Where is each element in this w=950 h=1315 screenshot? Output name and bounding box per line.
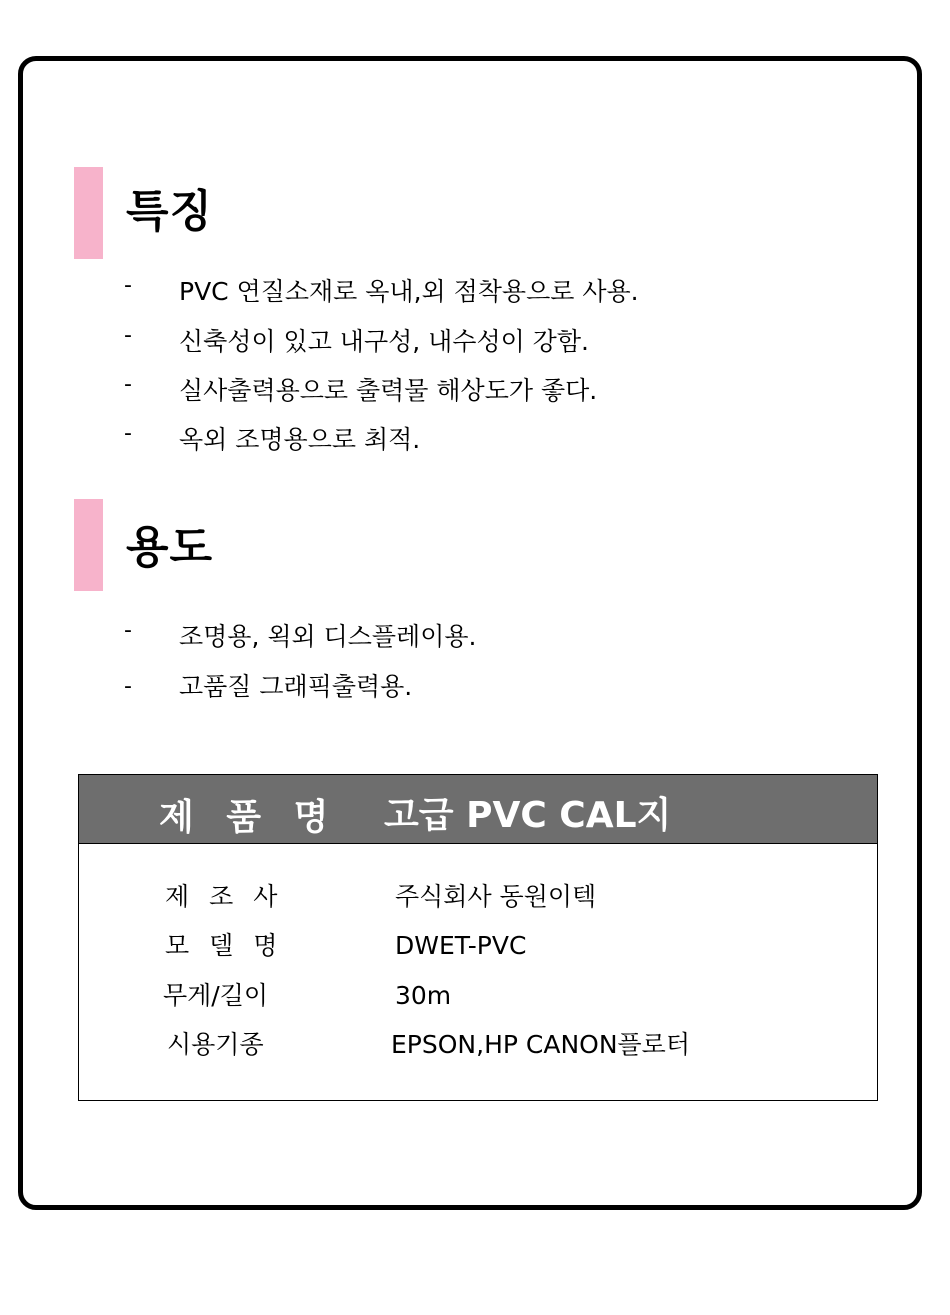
usage-title: 용도 [126, 522, 214, 573]
features-item-text: 신축성이 있고 내구성, 내수성이 강함. [179, 327, 589, 356]
spec-value: 주식회사 동원이텍 [395, 882, 597, 911]
spec-label: 시용기종 [167, 1030, 264, 1059]
spec-row-weight-length [79, 976, 877, 1016]
spec-row-compatible-devices [79, 1025, 877, 1065]
bullet-dash: - [124, 273, 132, 298]
product-name-label: 제 품 명 [159, 797, 339, 838]
spec-label: 무게/길이 [163, 981, 269, 1010]
bullet-dash: - [124, 618, 132, 643]
features-accent-bar [74, 167, 103, 259]
product-spec-table [78, 774, 878, 1101]
features-title: 특징 [126, 186, 214, 237]
product-header [79, 775, 877, 844]
features-item-text: 옥외 조명용으로 최적. [179, 425, 421, 454]
spec-label: 제 조 사 [165, 882, 284, 911]
bullet-dash: - [124, 674, 132, 699]
usage-item-text: 조명용, 왹외 디스플레이용. [179, 622, 477, 651]
bullet-dash: - [124, 323, 132, 348]
bullet-dash: - [124, 372, 132, 397]
usage-item-text: 고품질 그래픽출력용. [179, 672, 413, 701]
spec-row-manufacturer [79, 877, 877, 917]
spec-value: 30m [395, 981, 452, 1010]
features-item-text: 실사출력용으로 출력물 해상도가 좋다. [179, 376, 598, 405]
spec-label: 모 델 명 [165, 931, 284, 960]
usage-accent-bar [74, 499, 103, 591]
spec-value: DWET-PVC [395, 931, 527, 960]
features-item-text: PVC 연질소재로 옥내,외 점착용으로 사용. [179, 277, 639, 306]
bullet-dash: - [124, 421, 132, 446]
spec-row-model [79, 926, 877, 966]
product-name-value: 고급 PVC CAL지 [384, 795, 672, 836]
spec-value: EPSON,HP CANON플로터 [391, 1030, 690, 1059]
